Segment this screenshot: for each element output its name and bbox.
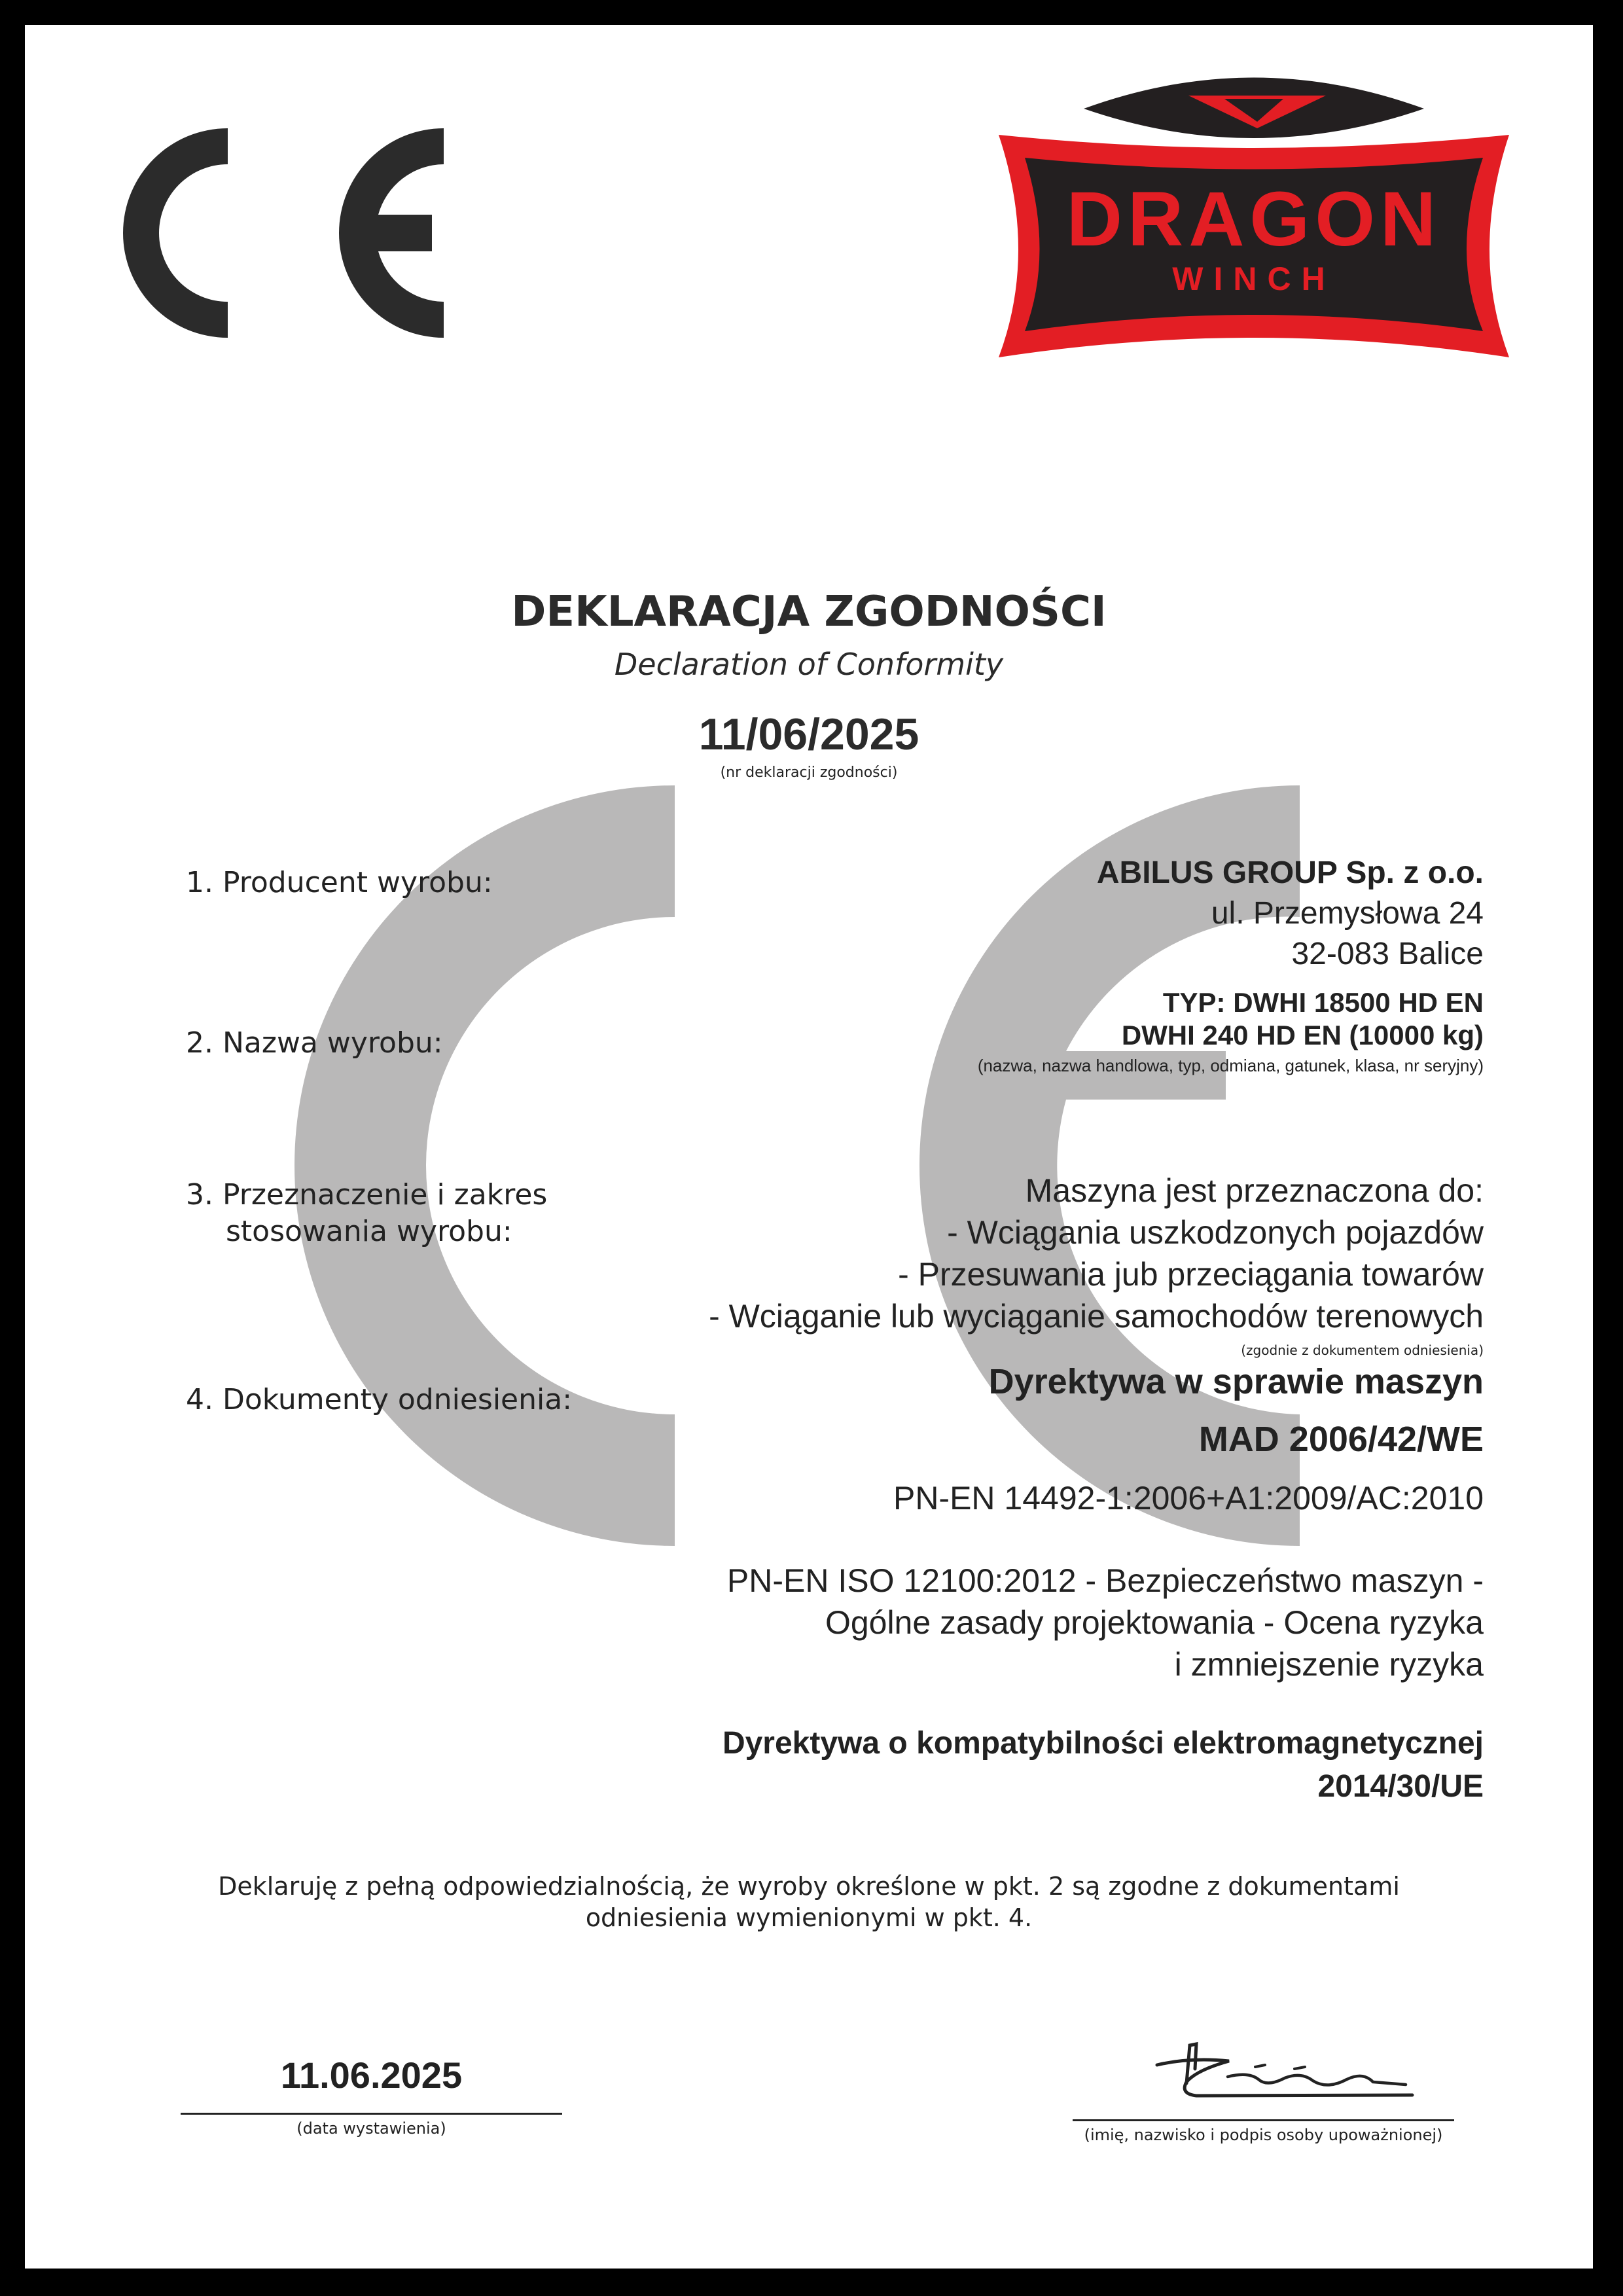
documents-label: 4. Dokumenty odniesienia:: [186, 1383, 573, 1416]
logo-brand-text: DRAGON: [1066, 176, 1442, 262]
producer-city: 32-083 Balice: [1291, 937, 1484, 971]
producer-name: ABILUS GROUP Sp. z o.o.: [1096, 855, 1484, 890]
product-caption: (nazwa, nazwa handlowa, typ, odmiana, gatunek, klasa, nr seryjny): [977, 1056, 1484, 1075]
purpose-caption: (zgodnie z dokumentem odniesienia): [1241, 1342, 1484, 1358]
logo-sub-text: WINCH: [1172, 260, 1336, 297]
product-model: DWHI 240 HD EN (10000 kg): [1121, 1020, 1484, 1050]
document-page: [25, 25, 1593, 2269]
purpose-use-1: - Wciągania uszkodzonych pojazdów: [947, 1214, 1484, 1251]
signature: [1150, 2031, 1425, 2109]
standard-14492: PN-EN 14492-1:2006+A1:2009/AC:2010: [893, 1480, 1484, 1516]
document-title: DEKLARACJA ZGODNOŚCI: [511, 588, 1107, 636]
purpose-use-3: - Wciąganie lub wyciąganie samochodów terenowych: [709, 1298, 1484, 1335]
purpose-label-line2: stosowania wyrobu:: [226, 1215, 512, 1248]
statement-line2: odniesienia wymienionymi w pkt. 4.: [585, 1903, 1033, 1932]
producer-street: ul. Przemysłowa 24: [1211, 896, 1484, 931]
declaration-number-caption: (nr deklaracji zgodności): [720, 764, 898, 781]
signature-underline: [1073, 2119, 1454, 2121]
ce-mark-icon: [123, 128, 463, 357]
directive-machinery-code: MAD 2006/42/WE: [1198, 1420, 1484, 1459]
signature-caption: (imię, nazwisko i podpis osoby upoważnionej): [1084, 2126, 1443, 2144]
standard-12100-line1: PN-EN ISO 12100:2012 - Bezpieczeństwo maszyn -: [726, 1562, 1484, 1599]
standard-12100-line3: i zmniejszenie ryzyka: [1174, 1646, 1484, 1683]
directive-emc: Dyrektywa o kompatybilności elektromagnetycznej: [722, 1726, 1484, 1761]
declaration-number: 11/06/2025: [698, 709, 919, 759]
producer-label: 1. Producent wyrobu:: [186, 866, 493, 899]
standard-12100-line2: Ogólne zasady projektowania - Ocena ryzyka: [825, 1604, 1484, 1641]
product-label: 2. Nazwa wyrobu:: [186, 1026, 443, 1060]
purpose-label-line1: 3. Przeznaczenie i zakres: [186, 1178, 548, 1211]
directive-emc-code: 2014/30/UE: [1317, 1769, 1484, 1804]
dragon-winch-logo: [999, 63, 1520, 370]
product-type: TYP: DWHI 18500 HD EN: [1162, 987, 1484, 1018]
issue-date-caption: (data wystawienia): [296, 2119, 446, 2138]
date-underline: [181, 2113, 562, 2115]
purpose-use-2: - Przesuwania jub przeciągania towarów: [898, 1256, 1484, 1293]
issue-date: 11.06.2025: [280, 2054, 463, 2096]
purpose-intro: Maszyna jest przeznaczona do:: [1025, 1172, 1484, 1209]
directive-machinery: Dyrektywa w sprawie maszyn: [988, 1362, 1484, 1401]
statement-line1: Deklaruję z pełną odpowiedzialnością, że wyroby określone w pkt. 2 są zgodne z dokumentami: [218, 1872, 1400, 1901]
document-subtitle: Declaration of Conformity: [614, 647, 1004, 682]
